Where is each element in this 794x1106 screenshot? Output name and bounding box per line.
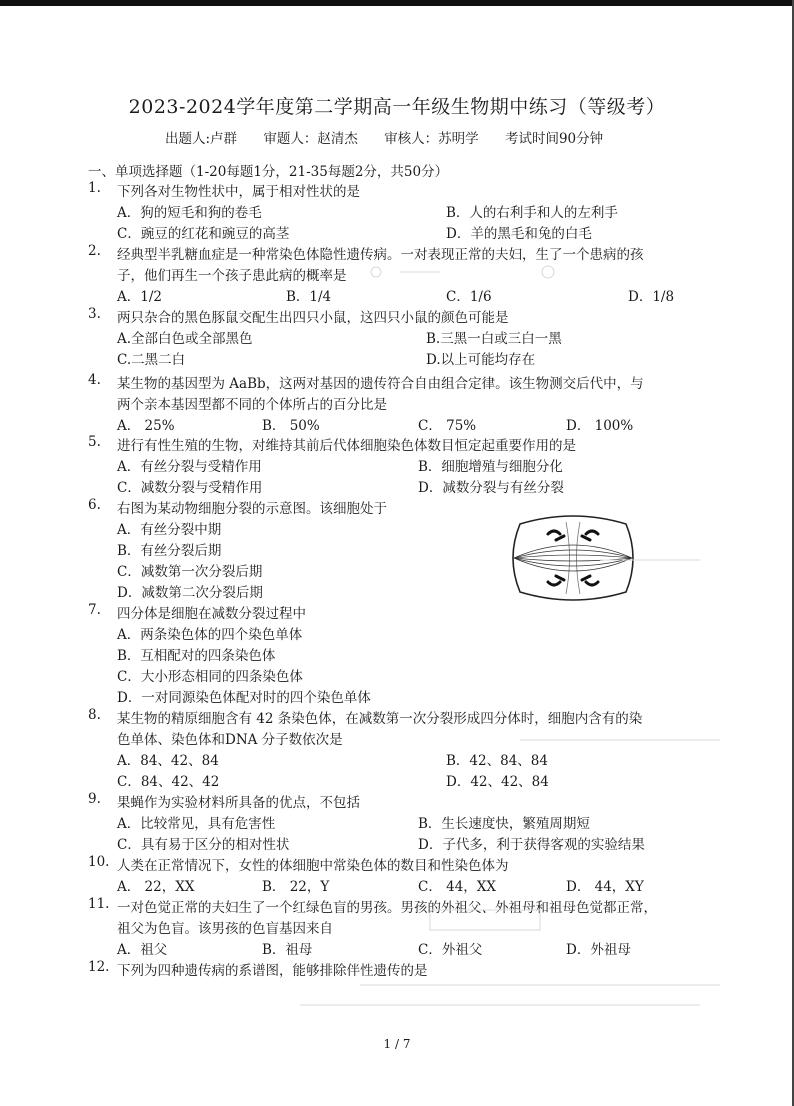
- option: B． 50%: [262, 418, 320, 434]
- question-number: 3.: [88, 306, 101, 322]
- option: B．1/4: [286, 289, 332, 305]
- question-number: 5.: [88, 434, 101, 450]
- question-number: 8.: [88, 707, 101, 723]
- option: A．1/2: [117, 289, 162, 305]
- option: C．外祖父: [418, 942, 483, 958]
- option: D．外祖母: [566, 942, 631, 958]
- option: C．减数分裂与受精作用: [117, 480, 263, 496]
- question-number: 7.: [88, 602, 101, 618]
- question-text: 祖父为色盲。该男孩的色盲基因来自: [117, 921, 333, 937]
- reviewer: 审题人：赵清杰: [263, 131, 358, 147]
- option: B．祖母: [262, 942, 313, 958]
- option: B．互相配对的四条染色体: [117, 648, 276, 664]
- question-text: 子，他们再生一个孩子患此病的概率是: [117, 268, 347, 284]
- question-text: 色单体、染色体和DNA 分子数依次是: [117, 732, 343, 748]
- question-text: 某生物的精原细胞含有 42 条染色体，在减数第一次分裂形成四分体时，细胞内含有的染: [117, 711, 643, 727]
- option: D．羊的黑毛和兔的白毛: [446, 226, 592, 242]
- option: C．大小形态相同的四条染色体: [117, 669, 303, 685]
- option: B.三黑一白或三白一黑: [426, 331, 562, 347]
- question-number: 9.: [88, 791, 101, 807]
- question-text: 两个亲本基因型都不同的个体所占的百分比是: [117, 397, 387, 413]
- option: A．有丝分裂与受精作用: [117, 459, 262, 475]
- question-text: 右图为某动物细胞分裂的示意图。该细胞处于: [117, 501, 387, 517]
- option: D.以上可能均存在: [426, 352, 536, 368]
- option: D．一对同源染色体配对时的四个染色单体: [117, 690, 371, 706]
- option: C．84、42、42: [117, 774, 220, 790]
- question-text: 进行有性生殖的生物，对维持其前后代体细胞染色体数目恒定起重要作用的是: [117, 438, 576, 454]
- option: C．减数第一次分裂后期: [117, 564, 263, 580]
- section-heading: 一、单项选择题（1-20每题1分，21-35每题2分，共50分）: [88, 164, 449, 180]
- option: A．比较常见，具有危害性: [117, 816, 276, 832]
- question-text: 人类在正常情况下，女性的体细胞中常染色体的数目和性染色体为: [117, 858, 509, 874]
- option: C.二黑二白: [117, 352, 186, 368]
- option: B．生长速度快，繁殖周期短: [418, 816, 590, 832]
- option: B．细胞增殖与细胞分化: [418, 459, 563, 475]
- question-number: 1.: [88, 180, 101, 196]
- option: D．子代多，利于获得客观的实验结果: [418, 837, 645, 853]
- option: D． 44，XY: [566, 879, 644, 895]
- question-text: 下列各对生物性状中，属于相对性状的是: [117, 184, 360, 200]
- duration: 考试时间90分钟: [504, 131, 604, 147]
- question-text: 果蝇作为实验材料所具备的优点，不包括: [117, 795, 360, 811]
- option: A.全部白色或全部黑色: [117, 331, 253, 347]
- option: D．减数分裂与有丝分裂: [418, 480, 564, 496]
- option: C．豌豆的红花和豌豆的高茎: [117, 226, 290, 242]
- option: D．减数第二次分裂后期: [117, 585, 263, 601]
- question-number: 10.: [88, 854, 110, 870]
- page-number: 1 / 7: [383, 1037, 411, 1051]
- question-text: 某生物的基因型为 AaBb，这两对基因的遗传符合自由组合定律。该生物测交后代中，与: [117, 376, 644, 392]
- option: A． 22，XX: [117, 879, 195, 895]
- option: C．1/6: [446, 289, 492, 305]
- question-text: 一对色觉正常的夫妇生了一个红绿色盲的男孩。男孩的外祖父、外祖母和祖母色觉都正常，: [117, 900, 657, 916]
- checker: 审核人：苏明学: [384, 131, 479, 147]
- option: C． 44，XX: [418, 879, 497, 895]
- question-text: 经典型半乳糖血症是一种常染色体隐性遗传病。一对表现正常的夫妇，生了一个患病的孩: [117, 247, 644, 263]
- exam-title: 2023-2024学年度第二学期高一年级生物期中练习（等级考）: [128, 96, 666, 118]
- question-text: 四分体是细胞在减数分裂过程中: [117, 606, 306, 622]
- option: A． 25%: [117, 418, 175, 434]
- option: B．人的右利手和人的左利手: [446, 205, 618, 221]
- question-number: 6.: [88, 497, 101, 513]
- option: B．42、84、84: [446, 753, 548, 769]
- option: B．有丝分裂后期: [117, 543, 222, 559]
- option: A．84、42、84: [117, 753, 219, 769]
- option: A．有丝分裂中期: [117, 522, 222, 538]
- question-number: 11.: [88, 896, 110, 912]
- question-number: 12.: [88, 959, 110, 975]
- option: C．具有易于区分的相对性状: [117, 837, 290, 853]
- option: C． 75%: [418, 418, 477, 434]
- question-number: 4.: [88, 372, 101, 388]
- question-text: 下列为四种遗传病的系谱图，能够排除伴性遗传的是: [117, 963, 428, 979]
- question-number: 2.: [88, 243, 101, 259]
- option: A．狗的短毛和狗的卷毛: [117, 205, 262, 221]
- question-text: 两只杂合的黑色豚鼠交配生出四只小鼠，这四只小鼠的颜色可能是: [117, 310, 509, 326]
- option: D． 100%: [566, 418, 634, 434]
- option: B． 22，Y: [262, 879, 330, 895]
- option: A．祖父: [117, 942, 168, 958]
- setter: 出题人:卢群: [165, 131, 238, 147]
- option: D．1/8: [628, 289, 675, 305]
- option: D．42、42、84: [446, 774, 549, 790]
- option: A．两条染色体的四个染色单体: [117, 627, 303, 643]
